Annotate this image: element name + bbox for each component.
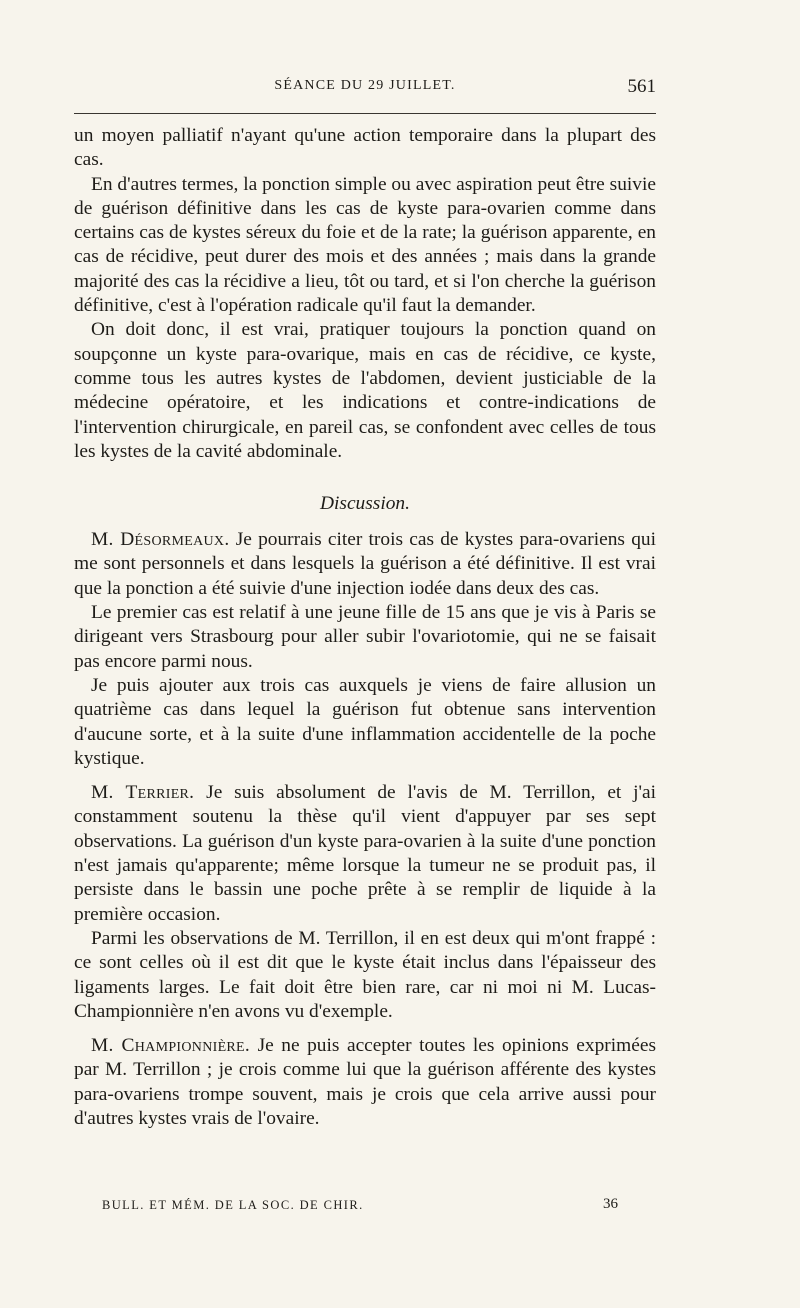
discussion-entry [74,781,656,927]
speaker-name: M. Championnière. [91,1035,251,1057]
paragraph: En d'autres termes, la ponction simple ou avec aspiration peut être suivie de guérison définitive dans les cas de kyste para-ovarien comme dans certains cas de kystes séreux du foie et de la rate; la guérison apparente, en cas de récidive, peut durer des mois et des années ; mais dans la grande majorité des cas la récidive a lieu, tôt ou tard, et si l'on cherche la guérison définitive, c'est à l'opération radicale qu'il faut la demander. [74,173,656,317]
journal-title: BULL. ET MÉM. DE LA SOC. DE CHIR. [102,1198,364,1212]
page-header [74,76,656,100]
entry-text: Je pourrais citer trois cas de kystes para-ovariens qui me sont personnels et dans lesquels la guérison a été définitive. Il est vrai que la ponction a été suivie d'une injection iodée dans deux des cas. [74,529,656,599]
main-text [74,124,656,1131]
discussion-entry [74,528,656,601]
paragraph: un moyen palliatif n'ayant qu'une action temporaire dans la plupart des cas. [74,125,656,171]
entry-text: Je ne puis accepter toutes les opinions exprimées par M. Terrillon ; je crois comme lui que la guérison afférente des kystes para-ovariens trompe souvent, mais je crois que cela arrive aussi pour d'autres kystes vrais de l'ovaire. [74,1035,656,1129]
running-head: SÉANCE DU 29 JUILLET. [274,78,456,93]
speaker-name: M. Désormeaux. [91,529,230,551]
entry-text: Je suis absolument de l'avis de M. Terrillon, et j'ai constamment soutenu la thèse qu'il vient d'appuyer par ses sept observations. La guérison d'un kyste para-ovarien à la suite d'une ponction n'est jamais qu'apparente; même lorsque la tumeur ne se produit pas, il persiste dans le bassin une poche prête à se remplir de liquide à la première occasion. [74,782,657,925]
header-rule [74,113,656,114]
section-heading: Discussion. [320,493,410,515]
paragraph: Je puis ajouter aux trois cas auxquels je viens de faire allusion un quatrième cas dans lequel la guérison fut obtenue sans intervention d'aucune sorte, et à la suite d'une inflammation accidentelle de la poche kystique. [74,674,656,769]
page-footer [102,1198,618,1213]
speaker-name: M. Terrier. [91,782,195,804]
page-number: 561 [627,76,656,97]
paragraph: On doit donc, il est vrai, pratiquer toujours la ponction quand on soupçonne un kyste para-ovarique, mais en cas de récidive, ce kyste, comme tous les autres kystes de l'abdomen, devient justiciable de la médecine opératoire, et les indications et contre-indications de l'intervention chirurgicale, en pareil cas, se confondent avec celles de tous les kystes de la cavité abdominale. [74,319,656,462]
paragraph: Parmi les observations de M. Terrillon, il en est deux qui m'ont frappé : ce sont celles où il est dit que le kyste était inclus dans l'épaisseur des ligaments larges. Le fait doit être bien rare, car ni moi ni M. Lucas-Championnière n'en avons vu d'exemple. [74,927,656,1022]
discussion-entry [74,1034,656,1131]
paragraph: Le premier cas est relatif à une jeune fille de 15 ans que je vis à Paris se dirigeant vers Strasbourg pour aller subir l'ovariotomie, qui ne se faisait pas encore parmi nous. [74,602,656,672]
signature-mark: 36 [603,1196,618,1212]
